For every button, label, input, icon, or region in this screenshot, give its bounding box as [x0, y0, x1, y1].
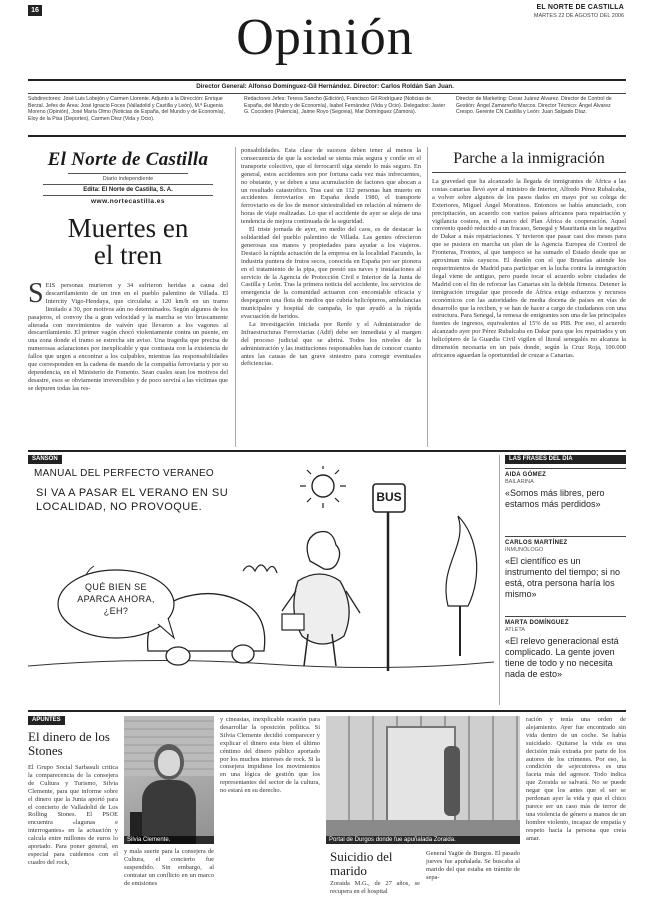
page-number: 16 [28, 5, 42, 16]
phrase-item [505, 536, 626, 616]
tree-drawing [446, 516, 477, 606]
clemente-photo [124, 716, 214, 844]
phrase-quote: «Somos más libres, pero estamos más perdidos» [505, 488, 605, 509]
vulture-figure [307, 532, 340, 570]
staff-rule [28, 135, 626, 137]
editorial2-body: La gravedad que ha alcanzado la llegada de inmigrantes de África a las costas canarias llevó ayer al ministro de Interior, Alfredo Pérez Rubalcaba, a volver sobre algunos de los pasos dados en mayo por su colega de Exteriores, Miguel Ángel Moratinos. Entonces se había anunciado, con precipitación, un acuerdo con varios países africanos para repatriación y vigilancia costera, en el marco del Plan África de cooperación. Aquel convenio quedó reducido a un fracaso, Senegal y Mauritania sin la negativa de Dakar a más repatriaciones. Y tuvieron que pasar casi dos meses para que se pusiera en marcha un plan de la Agencia Europea de Control de Fronteras, Frontex, al que tampoco se ha sumado el Estado desde que se aproximan más cayucos. El desdén con el que Bruselas atiende los requerimientos de Madrid para participar en la lucha contra la inmigración ilegal viene de antiguo, pero puede tocar el acuerdo sobre ciudades de Madrid con el fin de reforzar las Canarias sin la debida firmeza. Detener la inmigración irregular que procede de África exige esfuerzos y recursos económicos con las autoridades de media docena de países en vías de desarrollo que la reciben, y se han de hacer a cargo de ciudadanos con una estructura. Para Senegal, la remesa de emigrantes son una de las principales fuentes de ingresos, equivalentes al 15% de su PIB. Por eso, el acuerdo alcanzado ayer por Pérez Rubalcaba en Dakar para que los repatriados y un helicóptero de la Guardia Civil vigilen el litoral senegalés no alcanza la dimensión necesaria en un país donde, según la Cruz Roja, 100.000 africanos aguardan la oportunidad de cruzar a Canarias. [432, 178, 626, 359]
staff-col-3: Director de Marketing: Cesar Juárez Álvarez. Director de Control de Gestión: Ángel Zamarreño Marcos. Director Técnico: Ángel Álvarez Crespo. Gerente CN Castilla y León: Juan Salgado Díaz. [456, 96, 612, 116]
phrase-role: INMUNÓLOGO [505, 547, 544, 553]
cartoon-title: MANUAL DEL PERFECTO VERANEO [34, 468, 214, 479]
phrase-role: BAILARINA [505, 479, 534, 485]
masthead-website[interactable]: www.nortecastilla.es [90, 198, 166, 205]
header-rule [28, 79, 626, 81]
apuntes-body-2a: Zoraida M.G., de 27 años, se recupera en el hospital [330, 880, 420, 895]
apuntes-body-1c: y mala suerte para la consejera de Cultura, el concierto fue suspendido. Sin embargo, al contratar un conflicto en un marco de emisiones [124, 848, 214, 887]
apuntes-body-1b: y cineastas, inexplicable ocasión para desarrollar la oposición política. Si Silvia Clemente decidió comparecer y explicar el dinero esta bien el último céntimo del dinero público aportado por los muchos intereses de rock. Si la consejera impidiese los movimientos en una lógica de gestión que los representantes del sector de la cultura, no estará en su derecho. [220, 716, 320, 795]
column-divider-3 [499, 455, 500, 705]
editorial-dropcap: S [28, 282, 44, 309]
direction-rule [28, 93, 626, 94]
editorial-title: Muertes en el tren [67, 213, 189, 270]
masthead-box [28, 149, 228, 211]
section-title: Opinión [236, 9, 414, 66]
portal-photo [326, 716, 520, 844]
phrase-role: ATLETA [505, 627, 525, 633]
apuntes-body-1a: El Grupo Social Sarbasuli critica la comparecencia de la consejera de Cultura y Turismo, Silvia Clemente, para que informe sobre el dinero que la Junta aportó para el concierto de Valladolid de Los Rolling Stones. El PSOE encuentra «lagunas e interrogantes» en la actuación y calcula entre millones de euros lo aportado. Para poner general, en especial para cuidemos con el cuadro del rock, [28, 764, 118, 866]
apuntes-body-2b: General Yagüe de Burgos. El pasado jueves fue apuñalada. Se buscaba al marido del que estaba en trámite de sepa- [426, 850, 520, 881]
ground-drawing [28, 660, 494, 667]
phrase-quote: «El científico es un instrumento del tiempo; si no está, otra persona haría los mismo» [505, 556, 621, 599]
cartoon-caption: SI VA A PASAR EL VERANO EN SU LOCALIDAD, NO PROVOQUE. [36, 487, 229, 513]
issue-date: MARTES 22 DE AGOSTO DEL 2006 [533, 13, 624, 19]
photo-caption-2: Portal de Durgos donde fue apuñalada Zoraida. [326, 836, 520, 844]
column-divider-1 [235, 147, 236, 447]
apuntes-title-1: El dinero de los Stones [28, 729, 110, 758]
phrases-header: LAS FRASES DEL DÍA [505, 455, 626, 464]
photo-caption-1: Silvia Clemente. [124, 836, 214, 844]
phrases-list [505, 468, 626, 708]
editorial-bottom-rule [28, 450, 626, 452]
apuntes-label: APUNTES [28, 716, 65, 725]
phrase-item [505, 468, 626, 536]
masthead-editor: Edita: El Norte de Castilla, S. A. [83, 187, 173, 193]
apuntes-body-2c: ración y tenía una orden de alejamiento. Ayer fue encontrado sin vida dentro de un coche. Se había suicidado. Quitarse la vida es una decisión más extraña por parte de los autores de los crímenes. Por eso, la condición de «ejecutores» es una faceta más del agresor. Todo indica que Zoraida se salvará. No se puede negar que los antes que el ser se perdonan ayer la vida y que el chico parece ser un caso más de terror de una violencia de género a manos de un hombre violento, incapaz de empatía y respeto hacia la persona que creía amar. [526, 716, 626, 842]
phrase-author: CARLOS MARTÍNEZ [505, 540, 568, 546]
staff-col-2: Redactores Jefes: Teresa Sancho (Edición), Francisco Gil Rodríguez (Noticias de España, del Mundo y de Economía), Isabel Fernández (Vida y Ocio). Delegados: Javier G. Cocodero (Palencia), Jaime Royo (Segovia), Mar Domínguez (Zamora). [244, 96, 446, 116]
editorial-body-left-text: EIS personas murieron y 34 sufrieron heridas a causa del descarrilamiento de un tren en el pueblo palentino de Villada. El Intercity Vigo-Hendaya, que circulaba a 120 km/h en un tramo limitado a 30, por motivos aún no determinados. Según algunos de los pasajeros, el convoy iba a gran velocidad y la marcha se vio bruscamente alterada con movimientos de vaivén que llevaron a los vagones al descarrilamiento. El primer vagón chocó violentamente contra un puente, en una zona donde el tramo se estrecha sin aviso. Una tragedia que precisa de numerosas aclaraciones por inexplicable y que contrasta con la existencia de fallos que urgen a encontrar a los culpables, mientras las responsabilidades que corresponden en la cadena de mando de la compañía ferroviaria y por su dependencia, en el Ministerio de Fomento. Sean cuales sean los motivos del desastre, esos se obviamente irreversibles y de poco servirá a las víctimas que se depuren todas las res- [28, 282, 228, 392]
paper-name: EL NORTE DE CASTILLA [536, 4, 624, 11]
phrase-quote: «El relevo generacional está complicado. La gente joven tiene de todo y no necesita nada de esto» [505, 636, 619, 679]
staff-col-1: Subdirectores: José Luis Lobejón y Carmen Llorente. Adjunto a la Dirección: Enrique Berzal. Jefes de Área: José Ignacio Foces (Valladolid y Castilla y León), M.ª Eugenia Moreno (Opinión), José María Olmo (Noticias de España, del Mundo y de Economía), Eloy de la Pisa (Deportes), Carmen Díez (Vida y Ocio). [28, 96, 225, 122]
bus-sign-text: BUS [376, 490, 402, 504]
masthead-tagline: Diario independiente [102, 176, 154, 182]
sun-drawing [312, 475, 334, 497]
cartoonist-label: SANSÓN [28, 455, 62, 464]
apuntes-title-2: Suicidio del marido [330, 849, 393, 878]
editorial-para-2: El triste jornada de ayer, en medio del caos, es de destacar la solidaridad del pueblo palentino de Villada. Las gentes ofrecieron generosas sus manos y propiedades para ayudar a los viajeros. Destacó la rápida actuación de la empresa en la localidad Facundo, la industria puntera de frutos secos, conocida en España por ser pionera en el tratamiento de la pipa, que prestó sus naves y instalaciones al servicio de la Agencia de Protección Civil e Interior de la Junta de Castilla y León. Tras la primera noticia del accidente, los servicios de emergencia de la comunidad actuaron con encomiable eficacia y despegaron una flota de medios que cubría helicópteros, ambulancias municipales y hospital de campaña, lo que ayudó a la rápida evacuación de heridos. [241, 226, 421, 321]
column-divider-2 [427, 147, 428, 447]
cartoon-panel [28, 466, 494, 704]
editorial-body-left [28, 282, 228, 444]
editorial2-rule [432, 172, 626, 173]
direction-line: Director General: Alfonso Domínguez-Gil Hernández. Director: Carlos Roldán San Juan. [196, 83, 454, 90]
cartoon-bottom-rule [28, 710, 626, 712]
editorial-body-right [241, 147, 421, 444]
editorial-para-1: ponsabilidades. Esta clase de sucesos deben tener al menos la consecuencia de que la sociedad se sienta más segura y confíe en el transporte colectivo, que el ferrocarril siga siendo lo más seguro. En general, estos accidentes son por fortuna cada vez más infrecuentes, no obstante, y se deben a una acumulación de factores que abocan a un resultado catastrófico. Tras casi un 112 personas han muerto en accidentes ferroviarios en España desde 1980, el transporte ferroviario es de los de menor siniestralidad en relación al número de horas de viaje realizadas. Lo que el accidente de ayer se aleja de una tendencia de mejora continuada de la seguridad. [241, 147, 421, 226]
editorial2-title: Parche a la inmigración [453, 150, 605, 167]
phrase-author: MARTA DOMÍNGUEZ [505, 620, 569, 626]
newspaper-logo: El Norte de Castilla [47, 149, 209, 170]
speech-bubble-text: QUÉ BIEN SE APARCA AHORA, ¿EH? [77, 582, 155, 616]
phrase-item [505, 616, 626, 708]
phrase-author: AIDA GÓMEZ [505, 472, 547, 478]
editorial-para-3: La investigación iniciada por Renfe y el Administrador de Infraestructuras Ferroviarias (Adif) debe ser inmediata y al margen del proceso judicial que se abrirá. Todos los niveles de la administración y las instituciones responsables han de conocer cuanto antes las causas de tan grave siniestro para corregir eventuales deficiencias. [241, 320, 421, 368]
